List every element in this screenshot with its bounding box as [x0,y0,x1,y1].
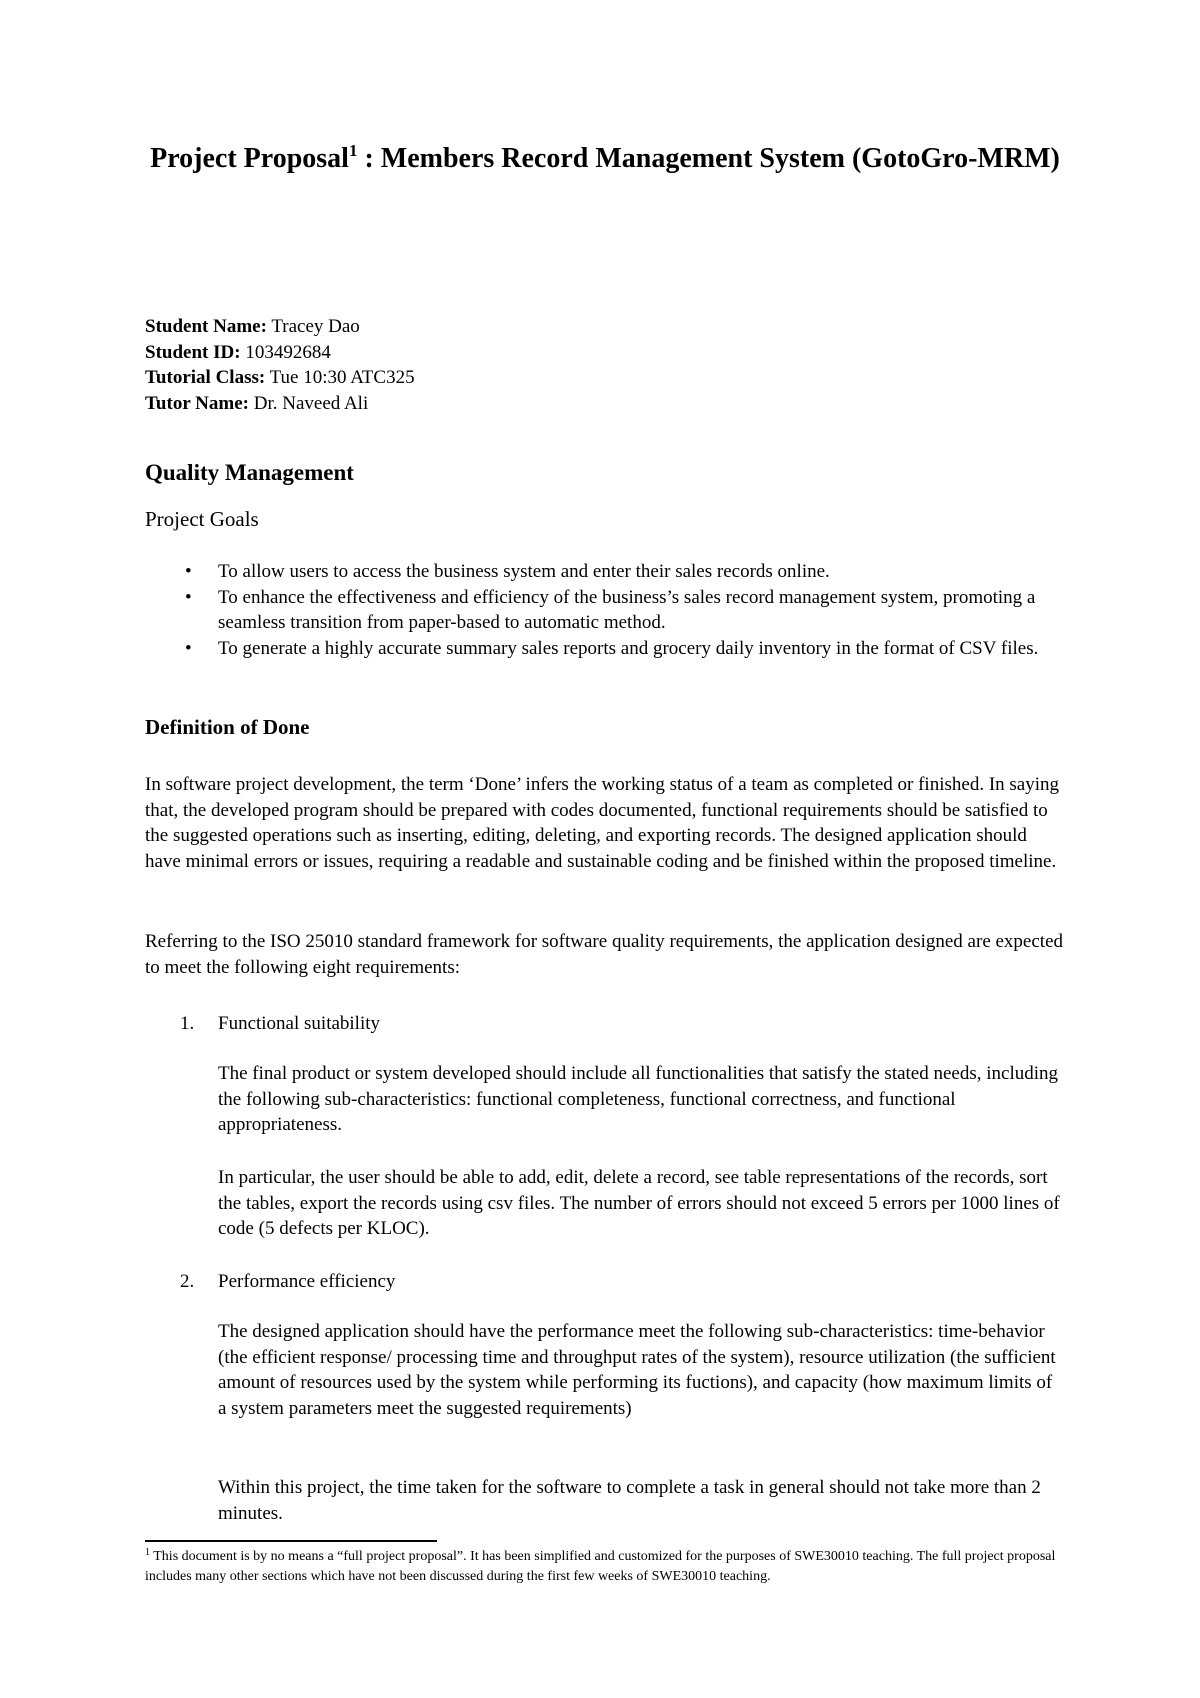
quality-management-heading: Quality Management [145,460,354,485]
student-id-label: Student ID: [145,341,241,363]
requirement-paragraph: Within this project, the time taken for the software to complete a task in general should not take more than 2 minutes. [218,1477,1041,1524]
requirement-paragraph: In particular, the user should be able to add, edit, delete a record, see table representations of the records, sort the tables, export the records using csv files. The number of errors should not exceed 5 errors per 1000 lines of code (5 defects per KLOC). [218,1167,1060,1239]
tutorial-class-label: Tutorial Class: [145,367,266,388]
title-text-rest: : Members Record Management System (GotoGro-MRM) [357,143,1060,174]
requirement-number: 1. [180,1013,195,1034]
goal-text: To allow users to access the business system and enter their sales records online. [218,561,830,582]
tutor-name-value: Dr. Naveed Ali [248,392,369,414]
footnote [145,1547,1065,1587]
requirement-paragraph: The designed application should have the performance meet the following sub-characteristics: time-behavior (the efficient response/ processing time and throughput rates of the system), resource utilization (the sufficient amount of resources used by the system while performing its fuctions), and capacity (how maximum limits of a system parameters meet the suggested requirements) [218,1321,1056,1419]
bullet-icon: • [185,561,192,582]
bullet-icon: • [185,586,192,608]
footnote-text: This document is by no means a “full project proposal”. It has been simplified and customized for the purposes of SWE30010 teaching. The full project proposal includes many other sections which have not been discussed during the first few weeks of SWE30010 teaching. [145,1549,1056,1584]
dod-paragraph-1: In software project development, the term ‘Done’ infers the working status of a team as completed or finished. In saying that, the developed program should be prepared with codes documented, functional requirements should be satisfied to the suggested operations such as inserting, editing, deleting, and exporting records. The designed application should have minimal errors or issues, requiring a readable and sustainable coding and be finished within the proposed timeline. [145,774,1060,872]
tutorial-class-line [145,365,415,391]
project-goals-list [145,559,1065,661]
requirement-label: Functional suitability [218,1013,381,1034]
student-id-line [145,340,415,366]
footnote-number: 1 [145,1547,150,1558]
requirement-label: Performance efficiency [218,1271,396,1292]
goal-text: To generate a highly accurate summary sales reports and grocery daily inventory in the format of CSV files. [218,637,1039,659]
document-title [145,138,1065,180]
tutor-name-line [145,391,415,417]
list-item [145,636,1065,662]
tutorial-class-value: Tue 10:30 ATC325 [265,367,415,388]
requirement-paragraph: The final product or system developed should include all functionalities that satisfy the stated needs, including the following sub-characteristics: functional completeness, functional correctness, and functional appropriateness. [218,1063,1059,1135]
student-info [145,314,415,416]
footnote-marker: 1 [348,141,358,160]
bullet-icon: • [185,637,192,659]
title-text: Project Proposal [150,143,349,174]
list-item [145,559,1065,585]
requirement-number: 2. [180,1271,195,1292]
definition-of-done-heading: Definition of Done [145,715,310,739]
dod-paragraph-2: Referring to the ISO 25010 standard framework for software quality requirements, the application designed are expected to meet the following eight requirements: [145,931,1064,978]
list-item [145,585,1065,636]
goal-text: To enhance the effectiveness and efficiency of the business’s sales record management system, promoting a seamless transition from paper-based to automatic method. [218,586,1036,633]
student-name-label: Student Name: [145,316,267,337]
student-name-line [145,314,415,340]
project-goals-heading: Project Goals [145,507,259,531]
footnote-divider [145,1540,437,1542]
student-id-value: 103492684 [240,341,331,363]
student-name-value: Tracey Dao [266,316,360,337]
tutor-name-label: Tutor Name: [145,392,249,414]
